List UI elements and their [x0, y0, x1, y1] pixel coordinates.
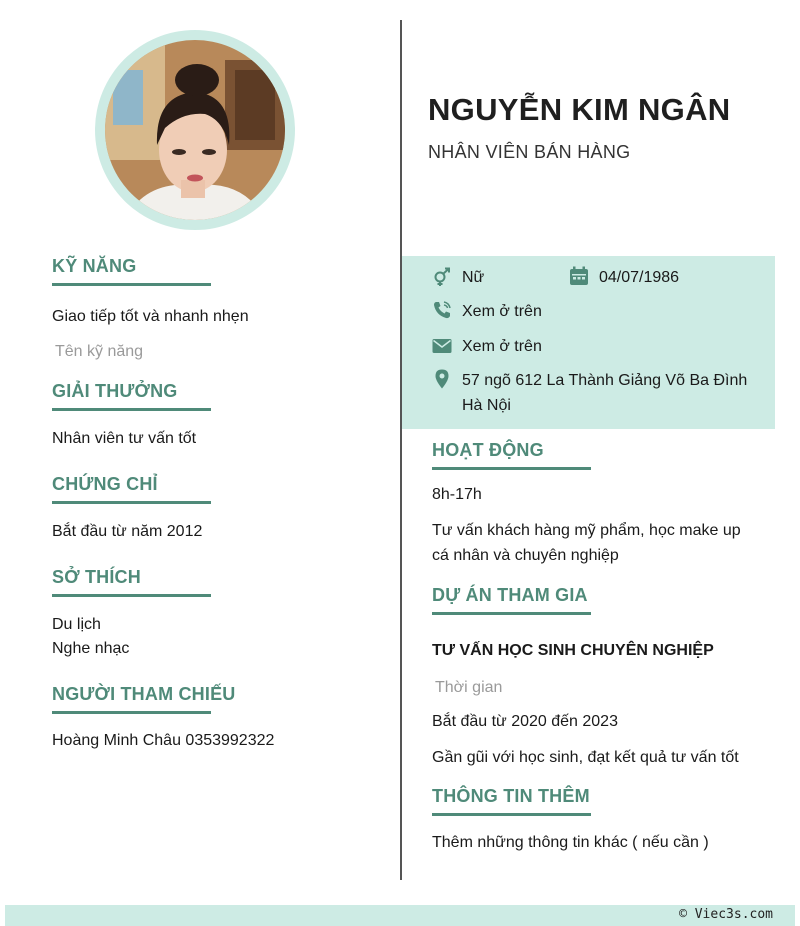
phone-value: Xem ở trên	[462, 303, 542, 320]
awards-title: GIẢI THƯỞNG	[52, 381, 211, 411]
certificates-title: CHỨNG CHỈ	[52, 474, 211, 504]
projects-title: DỰ ÁN THAM GIA	[432, 585, 591, 615]
skill-placeholder[interactable]: Tên kỹ năng	[55, 343, 144, 360]
job-title: NHÂN VIÊN BÁN HÀNG	[428, 142, 631, 162]
project-period: Bắt đầu từ 2020 đến 2023	[432, 713, 618, 730]
activities-title: HOẠT ĐỘNG	[432, 440, 591, 470]
avatar	[105, 40, 285, 220]
footer-bar	[5, 905, 795, 926]
project-description: Gần gũi với học sinh, đạt kết quả tư vấn tốt	[432, 749, 739, 766]
hobby-item: Nghe nhạc	[52, 640, 130, 657]
contact-panel	[402, 256, 775, 429]
reference-item: Hoàng Minh Châu 0353992322	[52, 732, 275, 749]
extra-text: Thêm những thông tin khác ( nếu cần )	[432, 834, 709, 851]
hobbies-title: SỞ THÍCH	[52, 567, 211, 597]
full-name: NGUYỄN KIM NGÂN	[428, 92, 731, 127]
email-icon	[432, 336, 452, 356]
project-time-placeholder[interactable]: Thời gian	[435, 679, 503, 696]
skills-title: KỸ NĂNG	[52, 256, 211, 286]
column-divider	[400, 20, 402, 880]
copyright-text[interactable]: © Viec3s.com	[679, 907, 773, 922]
references-title: NGƯỜI THAM CHIẾU	[52, 684, 211, 714]
activity-time: 8h-17h	[432, 486, 482, 503]
gender-value: Nữ	[462, 269, 485, 286]
activity-description: Tư vấn khách hàng mỹ phẩm, học make up cá nhân và chuyên nghiệp	[432, 522, 741, 564]
phone-icon	[432, 300, 452, 320]
calendar-icon	[569, 266, 589, 286]
certificate-item: Bắt đầu từ năm 2012	[52, 523, 203, 540]
project-name: TƯ VẤN HỌC SINH CHUYÊN NGHIỆP	[432, 642, 714, 659]
avatar-ring	[95, 30, 295, 230]
address-value: 57 ngõ 612 La Thành Giảng Võ Ba Đình Hà Nội	[462, 372, 748, 414]
email-value: Xem ở trên	[462, 338, 542, 355]
birthdate-value: 04/07/1986	[599, 269, 680, 286]
extra-title: THÔNG TIN THÊM	[432, 786, 591, 816]
location-icon	[432, 369, 452, 389]
award-item: Nhân viên tư vấn tốt	[52, 430, 197, 447]
hobby-item: Du lịch	[52, 616, 101, 633]
right-column	[432, 440, 762, 855]
skill-item: Giao tiếp tốt và nhanh nhẹn	[52, 308, 249, 325]
left-column	[52, 256, 382, 753]
gender-icon	[432, 267, 452, 287]
